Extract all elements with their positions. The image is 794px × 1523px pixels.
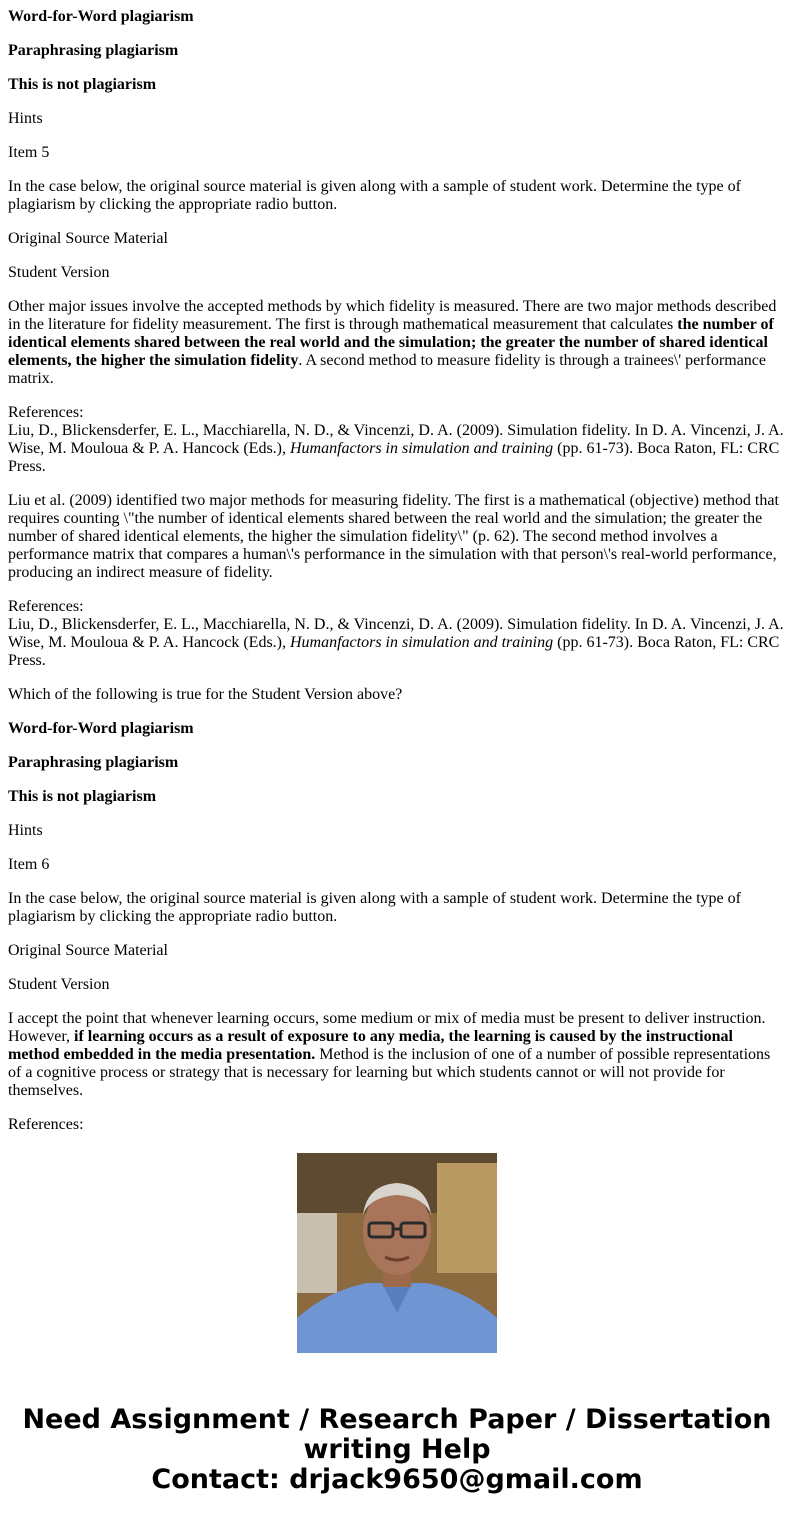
cta-line-1: Need Assignment / Research Paper / Dissertation — [22, 1404, 772, 1435]
promo-section — [0, 1153, 794, 1523]
original-text-before: Other major issues involve the accepted methods by which fidelity is measured. There are two major methods described in the literature for fidelity measurement. The first is through mathematical measurement that calculates — [8, 298, 777, 333]
hints-link[interactable]: Hints — [8, 822, 43, 839]
original-text-before: I accept the point that whenever learning occurs, some medium or mix of media must be present to deliver instruction. However, — [8, 1010, 766, 1045]
original-source-label: Original Source Material — [8, 230, 168, 247]
original-text-after: Method is the inclusion of one of a number of possible representations of a cognitive process or strategy that is necessary for learning but which students cannot or will not provide for themselves. — [8, 1046, 771, 1099]
contact-banner — [0, 1405, 794, 1495]
question-text: Which of the following is true for the Student Version above? — [8, 686, 403, 703]
original-text-bold: if learning occurs as a result of exposure to any media, the learning is caused by the instructional method embedded in the media presentation. — [8, 1028, 733, 1063]
hints-link[interactable]: Hints — [8, 110, 43, 127]
option-word-for-word[interactable]: Word-for-Word plagiarism — [8, 720, 194, 737]
original-source-label: Original Source Material — [8, 942, 168, 959]
contact-email[interactable]: Contact: drjack9650@gmail.com — [151, 1464, 643, 1495]
item-title: Item 5 — [8, 144, 50, 161]
references-label: References: — [8, 404, 84, 421]
item-title: Item 6 — [8, 856, 50, 873]
references-label: References: — [8, 598, 84, 615]
option-paraphrasing[interactable]: Paraphrasing plagiarism — [8, 754, 179, 771]
instructions: In the case below, the original source material is given along with a sample of student work. Determine the type of plagiarism by clicking the appropriate radio button. — [8, 890, 741, 925]
reference-before: Liu, D., Blickensderfer, E. L., Macchiarella, N. D., & Vincenzi, D. A. (2009). Simulation fidelity. In D. A. Vincenzi, J. A. Wise, M. Mouloua & P. A. Hancock (Eds.), — [8, 616, 784, 651]
reference-after: (pp. 61-73). Boca Raton, FL: CRC Press. — [8, 440, 780, 475]
option-not-plagiarism[interactable]: This is not plagiarism — [8, 788, 157, 805]
avatar — [297, 1153, 497, 1353]
references-label: References: — [8, 1116, 84, 1133]
option-not-plagiarism[interactable]: This is not plagiarism — [8, 76, 157, 93]
student-version-label: Student Version — [8, 264, 110, 281]
cta-line-2: writing Help — [303, 1434, 491, 1465]
student-version-label: Student Version — [8, 976, 110, 993]
document-body — [8, 8, 786, 1133]
student-version-text: Liu et al. (2009) identified two major methods for measuring fidelity. The first is a mathematical (objective) method that requires counting \"the number of identical elements shared between the real world and the simulation; the greater the number of shared identical elements, the higher the simulation fidelity\" (p. 62). The second method involves a performance matrix that compares a human\'s performance in the simulation with that person\'s real-world performance, producing an indirect measure of fidelity. — [8, 492, 779, 581]
reference-after: (pp. 61-73). Boca Raton, FL: CRC Press. — [8, 634, 780, 669]
person-photo-icon — [297, 1153, 497, 1353]
reference-title: Humanfactors in simulation and training — [290, 634, 554, 651]
option-word-for-word[interactable]: Word-for-Word plagiarism — [8, 8, 194, 25]
original-text-after: . A second method to measure fidelity is through a trainees\' performance matrix. — [8, 352, 766, 387]
original-source-text — [8, 298, 786, 388]
instructions: In the case below, the original source material is given along with a sample of student work. Determine the type of plagiarism by clicking the appropriate radio button. — [8, 178, 741, 213]
student-references-block — [8, 598, 786, 670]
original-text-bold: the number of identical elements shared between the real world and the simulation; the greater the number of shared identical elements, the higher the simulation fidelity — [8, 316, 774, 369]
references-block — [8, 404, 786, 476]
reference-title: Humanfactors in simulation and training — [290, 440, 554, 457]
reference-before: Liu, D., Blickensderfer, E. L., Macchiarella, N. D., & Vincenzi, D. A. (2009). Simulation fidelity. In D. A. Vincenzi, J. A. Wise, M. Mouloua & P. A. Hancock (Eds.), — [8, 422, 784, 457]
option-paraphrasing[interactable]: Paraphrasing plagiarism — [8, 42, 179, 59]
original-source-text — [8, 1010, 786, 1100]
